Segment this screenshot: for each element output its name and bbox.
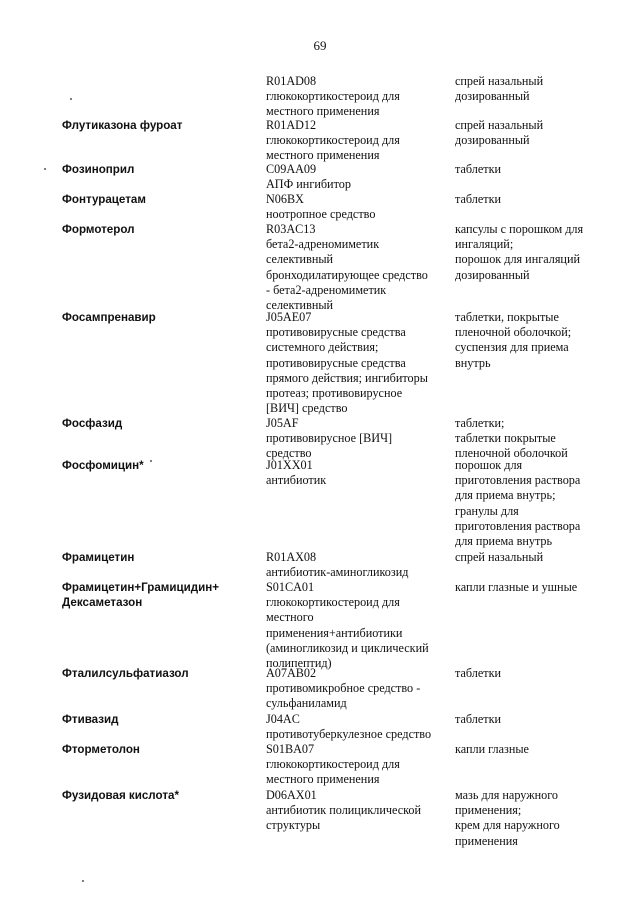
atc-code-group bbox=[266, 416, 446, 462]
atc-code-group-line: селективный bbox=[266, 298, 334, 313]
dosage-form bbox=[455, 712, 605, 727]
atc-code-group-line: глюкокортикостероид для bbox=[266, 757, 400, 772]
atc-code-group bbox=[266, 74, 446, 120]
dosage-form-line: таблетки bbox=[455, 192, 502, 206]
dosage-form-line: капсулы с порошком для bbox=[455, 222, 584, 236]
scan-speck bbox=[44, 168, 46, 170]
atc-code-group-line: системного действия; bbox=[266, 340, 379, 355]
dosage-form-line: для приема внутрь bbox=[455, 534, 553, 549]
drug-name-line: Фрамицетин bbox=[62, 551, 135, 564]
dosage-form-line: суспензия для приема bbox=[455, 340, 569, 355]
drug-name bbox=[62, 666, 252, 681]
atc-code-group-line: противотуберкулезное средство bbox=[266, 727, 432, 742]
scan-speck bbox=[82, 880, 84, 882]
atc-code-group-line: J04AC bbox=[266, 712, 300, 726]
atc-code-group bbox=[266, 666, 446, 712]
drug-name bbox=[62, 788, 252, 803]
atc-code-group-line: J05AE07 bbox=[266, 310, 312, 324]
atc-code-group-line: A07AB02 bbox=[266, 666, 317, 680]
atc-code-group bbox=[266, 458, 446, 488]
atc-code-group-line: - бета2-адреномиметик bbox=[266, 282, 387, 297]
atc-code-group-line: противовирусное [ВИЧ] bbox=[266, 431, 393, 446]
atc-code-group-line: J01XX01 bbox=[266, 458, 313, 472]
dosage-form-line: приготовления раствора bbox=[455, 518, 581, 533]
atc-code-group bbox=[266, 118, 446, 164]
dosage-form-line: таблетки; bbox=[455, 416, 505, 430]
atc-code-group-line: сульфаниламид bbox=[266, 696, 347, 711]
drug-name-line: Формотерол bbox=[62, 223, 135, 236]
dosage-form-line: приготовления раствора bbox=[455, 473, 581, 488]
dosage-form-line: капли глазные bbox=[455, 742, 529, 756]
drug-name-line: Фозиноприл bbox=[62, 163, 135, 176]
drug-name-line: Фонтурацетам bbox=[62, 193, 146, 206]
dosage-form bbox=[455, 458, 605, 549]
atc-code-group-line: селективный bbox=[266, 252, 334, 267]
dosage-form bbox=[455, 222, 605, 283]
atc-code-group-line: средство bbox=[266, 446, 312, 461]
atc-code-group-line: J05AF bbox=[266, 416, 299, 430]
drug-name bbox=[62, 192, 252, 207]
dosage-form-line: внутрь bbox=[455, 355, 491, 370]
drug-name-line: Фторметолон bbox=[62, 743, 140, 756]
dosage-form-line: применения; bbox=[455, 803, 522, 818]
dosage-form bbox=[455, 416, 605, 462]
dosage-form-line: таблетки покрытые bbox=[455, 431, 556, 446]
dosage-form bbox=[455, 74, 605, 104]
drug-name-line: Фосфомицин* bbox=[62, 459, 144, 472]
atc-code-group-line: антибиотик-аминогликозид bbox=[266, 565, 409, 580]
atc-code-group-line: АПФ ингибитор bbox=[266, 177, 351, 192]
atc-code-group-line: R01AD12 bbox=[266, 118, 317, 132]
atc-code-group-line: местного применения bbox=[266, 148, 380, 163]
atc-code-group-line: противовирусные средства bbox=[266, 325, 406, 340]
dosage-form-line: дозированный bbox=[455, 133, 530, 148]
drug-name bbox=[62, 550, 252, 565]
atc-code-group-line: полипептид) bbox=[266, 656, 332, 671]
drug-name-line: Фузидовая кислота* bbox=[62, 789, 179, 802]
atc-code-group-line: структуры bbox=[266, 818, 321, 833]
drug-name bbox=[62, 222, 252, 237]
drug-name-line: Фтивазид bbox=[62, 713, 119, 726]
atc-code-group bbox=[266, 788, 446, 834]
dosage-form-line: таблетки bbox=[455, 162, 502, 176]
drug-name-line: Дексаметазон bbox=[62, 596, 143, 610]
atc-code-group-line: (аминогликозид и циклический bbox=[266, 640, 429, 655]
drug-name bbox=[62, 118, 252, 133]
atc-code-group-line: R01AX08 bbox=[266, 550, 317, 564]
dosage-form-line: таблетки, покрытые bbox=[455, 310, 559, 324]
dosage-form-line: ингаляций; bbox=[455, 237, 514, 252]
atc-code-group bbox=[266, 310, 446, 416]
atc-code-group-line: прямого действия; ингибиторы bbox=[266, 370, 428, 385]
atc-code-group-line: R03AC13 bbox=[266, 222, 316, 236]
atc-code-group-line: противомикробное средство - bbox=[266, 681, 421, 696]
drug-name-line: Флутиказона фуроат bbox=[62, 119, 183, 132]
atc-code-group-line: протеаз; противовирусное bbox=[266, 386, 403, 401]
dosage-form-line: применения bbox=[455, 833, 518, 848]
dosage-form bbox=[455, 162, 605, 177]
atc-code-group bbox=[266, 222, 446, 313]
atc-code-group-line: антибиотик bbox=[266, 473, 327, 488]
dosage-form-line: спрей назальный bbox=[455, 74, 544, 88]
dosage-form-line: таблетки bbox=[455, 712, 502, 726]
atc-code-group-line: R01AD08 bbox=[266, 74, 317, 88]
dosage-form-line: пленочной оболочкой; bbox=[455, 325, 572, 340]
dosage-form-line: пленочной оболочкой bbox=[455, 446, 568, 461]
atc-code-group-line: S01BA07 bbox=[266, 742, 315, 756]
atc-code-group-line: глюкокортикостероид для bbox=[266, 595, 400, 610]
dosage-form bbox=[455, 788, 605, 849]
atc-code-group-line: ноотропное средство bbox=[266, 207, 376, 222]
dosage-form-line: для приема внутрь; bbox=[455, 488, 556, 503]
atc-code-group-line: [ВИЧ] средство bbox=[266, 401, 348, 416]
dosage-form-line: порошок для bbox=[455, 458, 523, 472]
atc-code-group-line: местного применения bbox=[266, 772, 380, 787]
dosage-form bbox=[455, 310, 605, 371]
drug-name-line: Фталилсульфатиазол bbox=[62, 667, 189, 680]
atc-code-group bbox=[266, 580, 446, 671]
dosage-form bbox=[455, 580, 605, 595]
atc-code-group-line: применения+антибиотики bbox=[266, 625, 403, 640]
dosage-form-line: таблетки bbox=[455, 666, 502, 680]
dosage-form-line: дозированный bbox=[455, 267, 530, 282]
dosage-form-line: спрей назальный bbox=[455, 118, 544, 132]
dosage-form bbox=[455, 666, 605, 681]
drug-name-line: Фосфазид bbox=[62, 417, 123, 430]
dosage-form-line: порошок для ингаляций bbox=[455, 252, 580, 267]
dosage-form-line: гранулы для bbox=[455, 503, 519, 518]
drug-name bbox=[62, 712, 252, 727]
drug-name bbox=[62, 580, 252, 610]
dosage-form-line: мазь для наружного bbox=[455, 788, 559, 802]
drug-name bbox=[62, 416, 252, 431]
dosage-form bbox=[455, 118, 605, 148]
atc-code-group-line: противовирусные средства bbox=[266, 355, 406, 370]
atc-code-group-line: D06AX01 bbox=[266, 788, 317, 802]
atc-code-group bbox=[266, 162, 446, 192]
atc-code-group bbox=[266, 742, 446, 788]
drug-name-line: Фрамицетин+Грамицидин+ bbox=[62, 581, 220, 594]
atc-code-group-line: местного применения bbox=[266, 104, 380, 119]
atc-code-group bbox=[266, 550, 446, 580]
atc-code-group-line: местного bbox=[266, 610, 314, 625]
atc-code-group-line: глюкокортикостероид для bbox=[266, 133, 400, 148]
dosage-form bbox=[455, 550, 605, 565]
atc-code-group-line: глюкокортикостероид для bbox=[266, 89, 400, 104]
drug-name bbox=[62, 742, 252, 757]
dosage-form-line: дозированный bbox=[455, 89, 530, 104]
dosage-form-line: спрей назальный bbox=[455, 550, 544, 564]
drug-name bbox=[62, 162, 252, 177]
dosage-form bbox=[455, 192, 605, 207]
atc-code-group bbox=[266, 192, 446, 222]
atc-code-group-line: C09AA09 bbox=[266, 162, 317, 176]
atc-code-group-line: бета2-адреномиметик bbox=[266, 237, 380, 252]
dosage-form-line: капли глазные и ушные bbox=[455, 580, 578, 594]
drug-name bbox=[62, 310, 252, 325]
dosage-form-line: крем для наружного bbox=[455, 818, 560, 833]
drug-name-line: Фосампренавир bbox=[62, 311, 156, 324]
atc-code-group-line: антибиотик полициклической bbox=[266, 803, 422, 818]
scan-speck bbox=[70, 98, 72, 100]
atc-code-group bbox=[266, 712, 446, 742]
atc-code-group-line: бронходилатирующее средство bbox=[266, 267, 428, 282]
drug-name bbox=[62, 458, 252, 473]
dosage-form bbox=[455, 742, 605, 757]
page-number: 69 bbox=[313, 38, 327, 53]
atc-code-group-line: S01CA01 bbox=[266, 580, 315, 594]
atc-code-group-line: N06BX bbox=[266, 192, 304, 206]
